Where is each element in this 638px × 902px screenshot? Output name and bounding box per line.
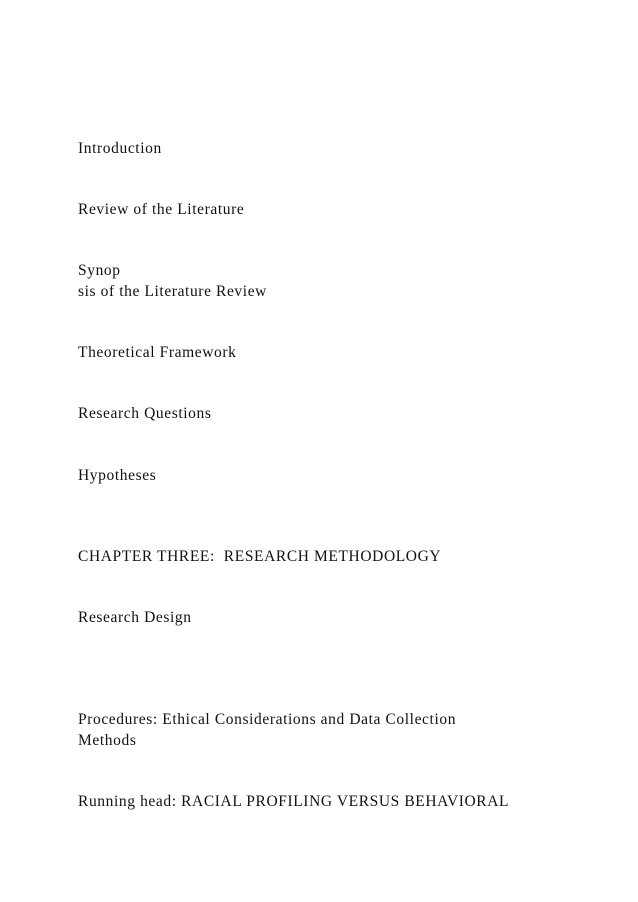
heading-research-questions: Research Questions <box>78 405 212 422</box>
heading-synopsis-part-1: Synop <box>78 262 121 279</box>
running-head: Running head: RACIAL PROFILING VERSUS BEHAVIORAL <box>78 793 510 810</box>
heading-theoretical-framework: Theoretical Framework <box>78 344 237 361</box>
heading-research-design: Research Design <box>78 609 192 626</box>
heading-procedures-line-1: Procedures: Ethical Considerations and Data Collection <box>78 711 457 728</box>
heading-procedures-line-2: Methods <box>78 732 137 749</box>
heading-hypotheses: Hypotheses <box>78 467 157 484</box>
heading-synopsis-part-2: sis of the Literature Review <box>78 283 267 300</box>
heading-review-of-literature: Review of the Literature <box>78 201 245 218</box>
heading-introduction: Introduction <box>78 140 162 157</box>
chapter-three-heading: CHAPTER THREE: RESEARCH METHODOLOGY <box>78 548 442 565</box>
